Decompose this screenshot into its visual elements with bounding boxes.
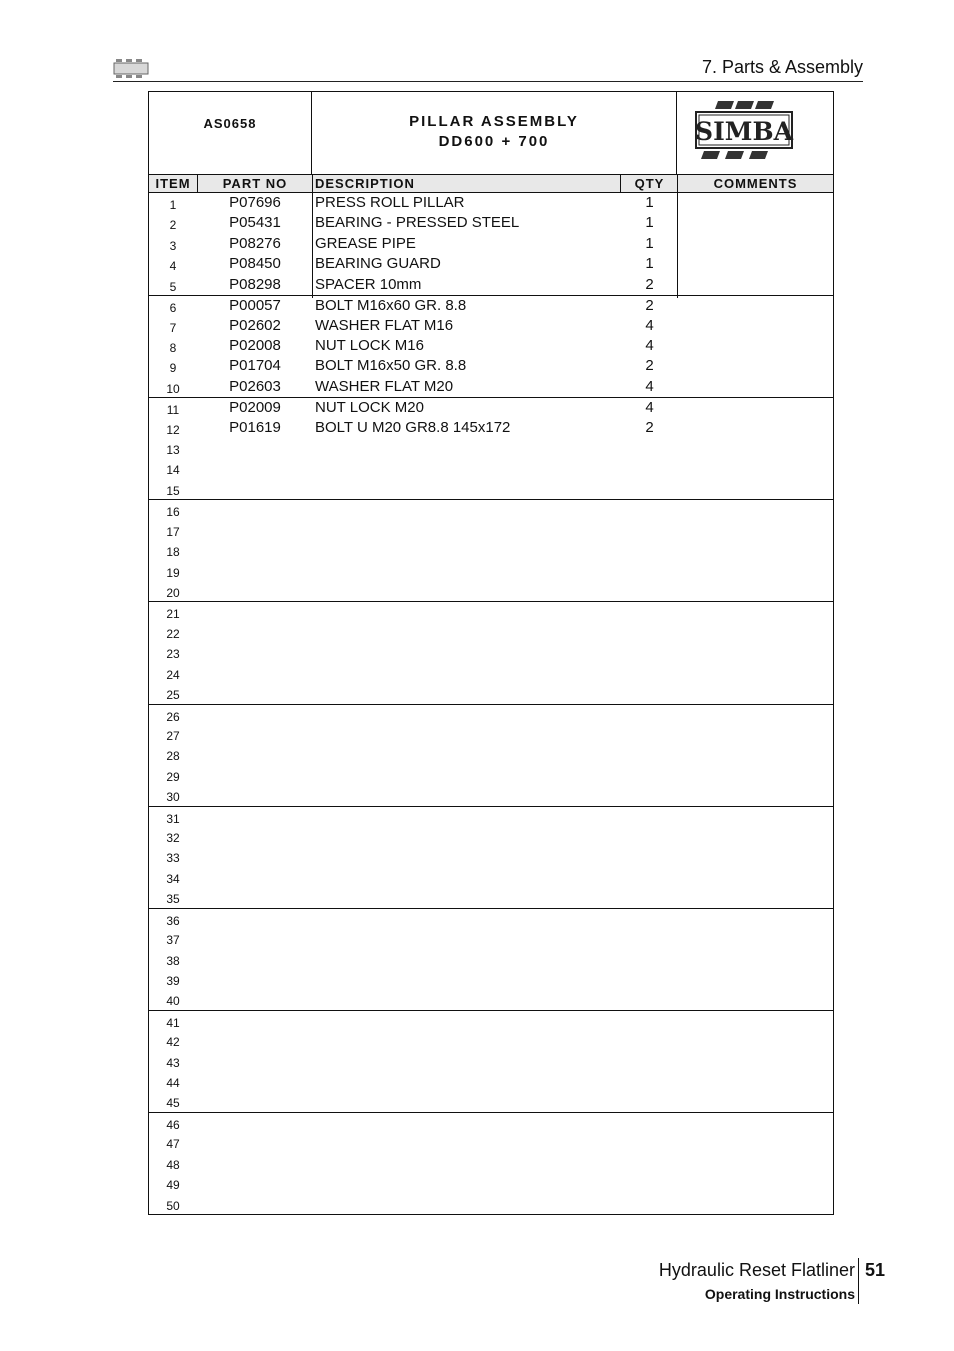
table-row bbox=[149, 316, 833, 336]
part-quantity: 4 bbox=[645, 336, 654, 354]
part-description: WASHER FLAT M20 bbox=[315, 377, 454, 395]
item-number: 26 bbox=[166, 709, 180, 724]
table-row bbox=[149, 458, 833, 478]
item-number: 30 bbox=[166, 790, 180, 805]
item-number: 14 bbox=[166, 463, 180, 478]
part-description: NUT LOCK M16 bbox=[315, 336, 424, 354]
item-number: 21 bbox=[166, 607, 180, 622]
item-number: 9 bbox=[169, 361, 177, 376]
part-number: P08298 bbox=[229, 275, 281, 293]
table-row bbox=[149, 377, 833, 397]
part-quantity: 4 bbox=[645, 399, 654, 417]
item-number: 20 bbox=[166, 585, 180, 600]
page-number: 51 bbox=[865, 1260, 886, 1280]
table-row bbox=[149, 601, 833, 621]
part-description: SPACER 10mm bbox=[315, 275, 422, 293]
part-description: GREASE PIPE bbox=[315, 234, 416, 252]
item-number: 3 bbox=[169, 238, 177, 253]
part-number: P05431 bbox=[229, 214, 281, 232]
table-row bbox=[149, 1153, 833, 1173]
part-quantity: 1 bbox=[645, 255, 654, 273]
item-number: 28 bbox=[166, 749, 180, 764]
column-part-no: PART NO bbox=[222, 176, 288, 191]
table-row bbox=[149, 887, 833, 907]
item-number: 45 bbox=[166, 1096, 180, 1111]
table-row bbox=[149, 663, 833, 683]
part-quantity: 1 bbox=[645, 234, 654, 252]
column-description: DESCRIPTION bbox=[315, 176, 415, 191]
item-number: 29 bbox=[166, 769, 180, 784]
item-number: 48 bbox=[166, 1157, 180, 1172]
table-row bbox=[149, 438, 833, 458]
part-description: BOLT U M20 GR8.8 145x172 bbox=[315, 418, 511, 436]
item-number: 36 bbox=[166, 913, 180, 928]
footer-title: Hydraulic Reset Flatliner bbox=[658, 1260, 855, 1280]
part-number: P02008 bbox=[229, 336, 281, 354]
part-description: NUT LOCK M20 bbox=[315, 399, 424, 417]
table-row bbox=[149, 561, 833, 581]
table-row bbox=[149, 336, 833, 356]
logo-cell bbox=[677, 92, 833, 174]
part-number: P00057 bbox=[229, 297, 281, 315]
item-number: 4 bbox=[169, 259, 177, 274]
table-row bbox=[149, 275, 833, 295]
table-row bbox=[149, 254, 833, 274]
item-number: 23 bbox=[166, 647, 180, 662]
item-number: 40 bbox=[166, 994, 180, 1009]
part-number: P01619 bbox=[229, 418, 281, 436]
table-row bbox=[149, 295, 833, 315]
part-quantity: 4 bbox=[645, 316, 654, 334]
table-row bbox=[149, 969, 833, 989]
item-number: 18 bbox=[166, 545, 180, 560]
logo-text: SIMBA bbox=[695, 117, 793, 146]
table-row bbox=[149, 581, 833, 601]
table-row bbox=[149, 806, 833, 826]
item-number: 49 bbox=[166, 1178, 180, 1193]
table-row bbox=[149, 642, 833, 662]
part-description: PRESS ROLL PILLAR bbox=[315, 194, 465, 211]
table-row bbox=[149, 418, 833, 438]
footer-subtitle: Operating Instructions bbox=[704, 1286, 855, 1302]
table-row bbox=[149, 540, 833, 560]
item-number: 34 bbox=[166, 871, 180, 886]
table-row bbox=[149, 785, 833, 805]
table-row bbox=[149, 989, 833, 1009]
item-number: 46 bbox=[166, 1117, 180, 1132]
table-row bbox=[149, 1173, 833, 1193]
item-number: 47 bbox=[166, 1137, 180, 1152]
item-number: 41 bbox=[166, 1015, 180, 1030]
item-number: 10 bbox=[166, 381, 180, 396]
item-number: 25 bbox=[166, 688, 180, 703]
table-row bbox=[149, 1112, 833, 1132]
item-number: 16 bbox=[166, 505, 180, 520]
assembly-code-cell bbox=[149, 92, 312, 174]
part-number: P02009 bbox=[229, 399, 281, 417]
simba-logo-small-icon bbox=[113, 59, 149, 79]
part-number: P08276 bbox=[229, 234, 281, 252]
section-title: 7. Parts & Assembly bbox=[701, 57, 863, 77]
table-row bbox=[149, 928, 833, 948]
item-number: 27 bbox=[166, 728, 180, 743]
column-item: ITEM bbox=[155, 176, 191, 191]
part-description: BEARING - PRESSED STEEL bbox=[315, 214, 520, 232]
part-number: P02602 bbox=[229, 316, 281, 334]
assembly-model: DD600 + 700 bbox=[438, 133, 550, 150]
table-row bbox=[149, 520, 833, 540]
item-number: 5 bbox=[169, 279, 177, 294]
table-row bbox=[149, 213, 833, 233]
table-row bbox=[149, 1194, 833, 1214]
parts-sheet bbox=[148, 91, 834, 1215]
part-description: BOLT M16x50 GR. 8.8 bbox=[315, 357, 467, 375]
column-qty: QTY bbox=[634, 176, 665, 191]
part-quantity: 4 bbox=[645, 377, 654, 395]
item-number: 42 bbox=[166, 1035, 180, 1050]
item-number: 43 bbox=[166, 1055, 180, 1070]
table-row bbox=[149, 744, 833, 764]
table-row bbox=[149, 622, 833, 642]
simba-logo-icon bbox=[694, 98, 794, 162]
part-quantity: 2 bbox=[645, 275, 654, 293]
part-quantity: 2 bbox=[645, 357, 654, 375]
item-number: 39 bbox=[166, 973, 180, 988]
table-row bbox=[149, 356, 833, 376]
parts-table-body bbox=[149, 193, 833, 1214]
item-number: 37 bbox=[166, 933, 180, 948]
table-row bbox=[149, 683, 833, 703]
item-number: 12 bbox=[166, 422, 180, 437]
part-number: P01704 bbox=[229, 357, 281, 375]
column-comments: COMMENTS bbox=[713, 176, 798, 191]
table-row bbox=[149, 1030, 833, 1050]
table-row bbox=[149, 1132, 833, 1152]
part-number: P02603 bbox=[229, 377, 281, 395]
item-number: 44 bbox=[166, 1076, 180, 1091]
item-number: 19 bbox=[166, 565, 180, 580]
table-row bbox=[149, 826, 833, 846]
table-row bbox=[149, 704, 833, 724]
item-number: 8 bbox=[169, 340, 177, 355]
table-row bbox=[149, 479, 833, 499]
item-number: 24 bbox=[166, 667, 180, 682]
table-row bbox=[149, 765, 833, 785]
part-quantity: 1 bbox=[645, 194, 654, 211]
table-row bbox=[149, 234, 833, 254]
item-number: 22 bbox=[166, 626, 180, 641]
table-row bbox=[149, 499, 833, 519]
item-number: 38 bbox=[166, 953, 180, 968]
table-row bbox=[149, 949, 833, 969]
part-number: P07696 bbox=[229, 194, 281, 211]
table-header bbox=[149, 174, 833, 193]
part-quantity: 1 bbox=[645, 214, 654, 232]
item-number: 50 bbox=[166, 1198, 180, 1213]
item-number: 33 bbox=[166, 851, 180, 866]
table-row bbox=[149, 1010, 833, 1030]
page-header bbox=[113, 55, 863, 82]
table-row bbox=[149, 846, 833, 866]
part-description: BOLT M16x60 GR. 8.8 bbox=[315, 297, 467, 315]
table-row bbox=[149, 867, 833, 887]
item-number: 7 bbox=[169, 320, 177, 335]
item-number: 11 bbox=[166, 403, 180, 418]
part-quantity: 2 bbox=[645, 418, 654, 436]
table-row bbox=[149, 1051, 833, 1071]
part-number: P08450 bbox=[229, 255, 281, 273]
table-row bbox=[149, 908, 833, 928]
part-description: WASHER FLAT M16 bbox=[315, 316, 454, 334]
item-number: 15 bbox=[166, 483, 180, 498]
item-number: 2 bbox=[169, 218, 177, 233]
assembly-code: AS0658 bbox=[203, 116, 257, 131]
item-number: 1 bbox=[169, 198, 177, 212]
table-row bbox=[149, 724, 833, 744]
item-number: 13 bbox=[166, 443, 180, 458]
item-number: 31 bbox=[166, 811, 180, 826]
part-description: BEARING GUARD bbox=[315, 255, 441, 273]
assembly-title-cell bbox=[312, 92, 677, 174]
table-row bbox=[149, 193, 833, 213]
footer-divider bbox=[858, 1258, 859, 1304]
table-row bbox=[149, 397, 833, 417]
assembly-title: PILLAR ASSEMBLY bbox=[409, 113, 579, 130]
item-number: 17 bbox=[166, 524, 180, 539]
part-quantity: 2 bbox=[645, 297, 654, 315]
table-row bbox=[149, 1091, 833, 1111]
item-number: 32 bbox=[166, 831, 180, 846]
table-row bbox=[149, 1071, 833, 1091]
sheet-title-block bbox=[149, 92, 833, 174]
item-number: 6 bbox=[169, 301, 177, 316]
item-number: 35 bbox=[166, 892, 180, 907]
